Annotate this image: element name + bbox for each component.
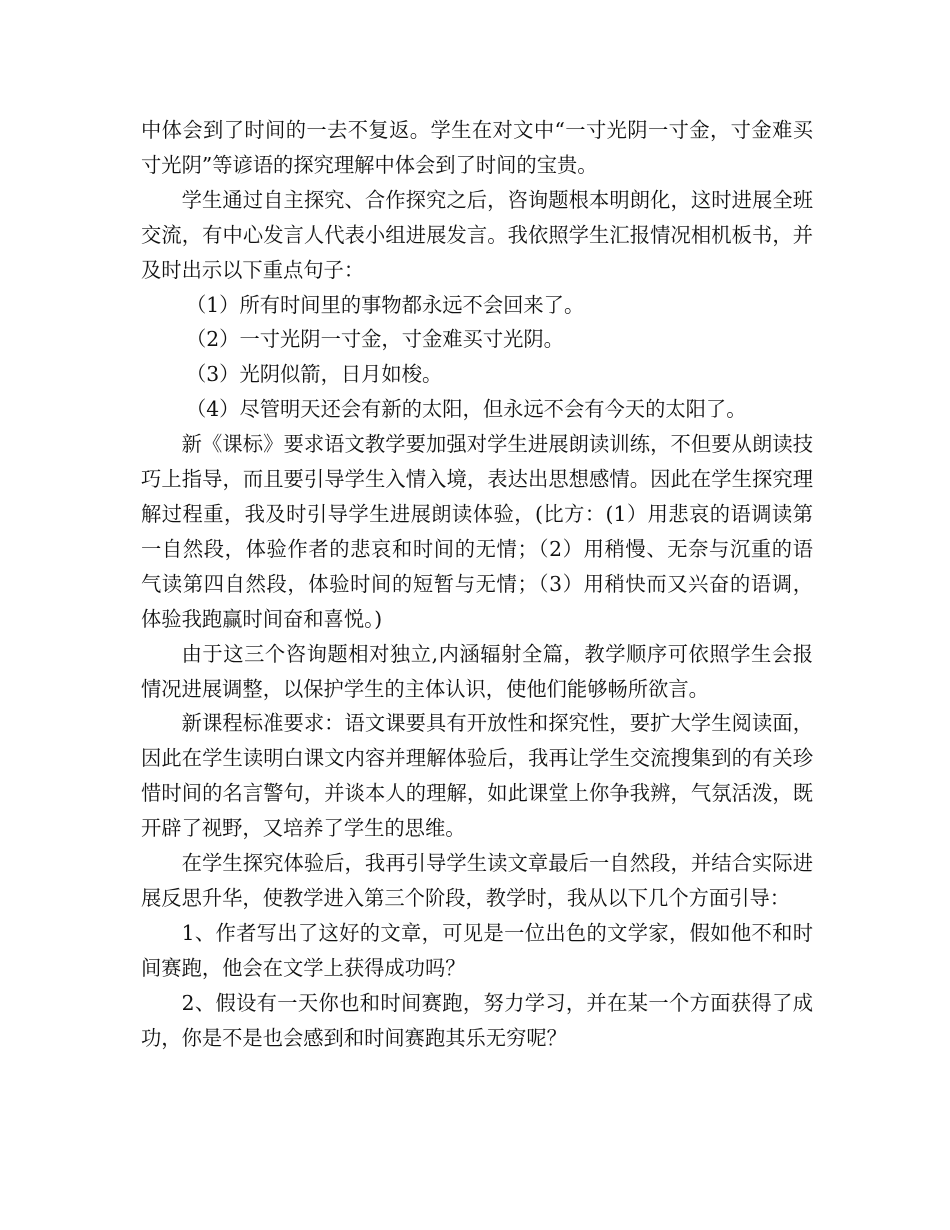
paragraph-reading-training: 新《课标》要求语文教学要加强对学生进展朗读训练，不但要从朗读技巧上指导，而且要引导学生入情入境，表达出思想感情。因此在学生探究理解过程重，我及时引导学生进展朗读体验，(比方：(1）用悲哀的语调读第一自然段，体验作者的悲哀和时间的无情；（2）用稍慢、无奈与沉重的语气读第四自然段，体验时间的短暂与无情；（3）用稍快而又兴奋的语调，体验我跑赢时间奋和喜悦。): [141, 432, 813, 631]
key-sentence-3: （3）光阴似箭，日月如梭。: [186, 362, 443, 387]
guide-question-1: 1、作者写出了这好的文章，可见是一位出色的文学家，假如他不和时间赛跑，他会在文学上获得成功吗？: [141, 920, 813, 980]
paragraph-continuation: 中体会到了时间的一去不复返。学生在对文中“一寸光阴一寸金，寸金难买寸光阴”等谚语的探究理解中体会到了时间的宝贵。: [141, 118, 813, 177]
guide-question-2: 2、假设有一天你也和时间赛跑，努力学习，并在某一个方面获得了成功，你是不是也会感到和时间赛跑其乐无穷呢？: [141, 990, 813, 1050]
key-sentence-2: （2）一寸光阴一寸金，寸金难买寸光阴。: [186, 327, 564, 352]
document-page: [141, 113, 813, 1055]
paragraph-group-discussion: 学生通过自主探究、合作探究之后，咨询题根本明朗化，这时进展全班交流，有中心发言人代表小组进展发言。我依照学生汇报情况相机板书，并及时出示以下重点句子：: [141, 187, 813, 282]
key-sentence-1: （1）所有时间里的事物都永远不会回来了。: [186, 292, 585, 317]
paragraph-third-stage: 在学生探究体验后，我再引导学生读文章最后一自然段，并结合实际进展反思升华，使教学进入第三个阶段，教学时，我从以下几个方面引导：: [141, 851, 813, 910]
paragraph-curriculum-standard: 新课程标准要求：语文课要具有开放性和探究性，要扩大学生阅读面，因此在学生读明白课文内容并理解体验后，我再让学生交流搜集到的有关珍惜时间的名言警句，并谈本人的理解，如此课堂上你争我辨，气氛活泼，既开辟了视野，又培养了学生的思维。: [141, 711, 813, 841]
paragraph-teaching-order: 由于这三个咨询题相对独立,内涵辐射全篇，教学顺序可依照学生会报情况进展调整，以保护学生的主体认识，使他们能够畅所欲言。: [141, 641, 813, 701]
key-sentence-4: （4）尽管明天还会有新的太阳，但永远不会有今天的太阳了。: [186, 397, 747, 422]
